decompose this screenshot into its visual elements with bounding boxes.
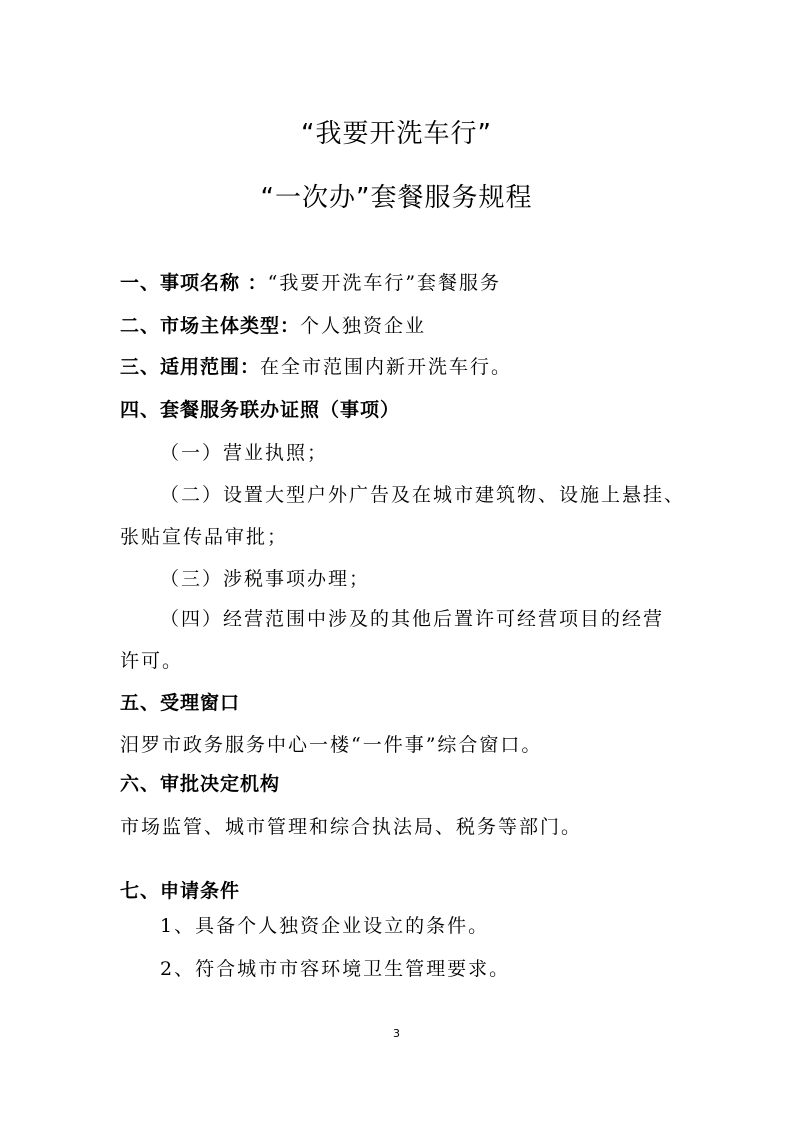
section-3-heading: 三、适用范围： xyxy=(120,356,261,378)
section-7-item-2: 2、符合城市市容环境卫生管理要求。 xyxy=(160,958,511,980)
section-4-item-2: （二）设置大型户外广告及在城市建筑物、设施上悬挂、 xyxy=(160,484,686,506)
section-4-item-1: （一）营业执照； xyxy=(160,442,329,464)
section-3 xyxy=(120,354,680,380)
document-title-line-1: “我要开洗车行” xyxy=(301,119,492,149)
document-title-line-2: “一次办”套餐服务规程 xyxy=(260,183,533,213)
section-7-heading: 七、申请条件 xyxy=(120,880,241,902)
section-2 xyxy=(120,313,680,339)
section-2-text: 个人独资企业 xyxy=(300,315,427,337)
section-4-item-2-continued: 张贴宣传品审批； xyxy=(120,526,289,548)
section-5-heading: 五、受理窗口 xyxy=(120,692,241,714)
section-2-heading: 二、市场主体类型： xyxy=(120,315,301,337)
section-1-text: “我要开洗车行”套餐服务 xyxy=(267,272,502,294)
section-4-item-3: （三）涉税事项办理； xyxy=(160,568,371,590)
section-4-heading: 四、套餐服务联办证照（事项） xyxy=(120,399,401,421)
section-1 xyxy=(120,270,680,296)
section-4-item-4-continued: 许可。 xyxy=(120,650,184,672)
section-3-text: 在全市范围内新开洗车行。 xyxy=(260,356,513,378)
section-4-item-4: （四）经营范围中涉及的其他后置许可经营项目的经营 xyxy=(160,608,665,630)
section-5-text: 汨罗市政务服务中心一楼“一件事”综合窗口。 xyxy=(120,734,543,756)
page-number: 3 xyxy=(393,1027,400,1040)
section-1-heading: 一、事项名称 ： xyxy=(120,272,268,294)
section-7-item-1: 1、具备个人独资企业设立的条件。 xyxy=(160,915,490,937)
section-6-text: 市场监管、城市管理和综合执法局、税务等部门。 xyxy=(120,816,583,838)
section-6-heading: 六、审批决定机构 xyxy=(120,773,281,795)
